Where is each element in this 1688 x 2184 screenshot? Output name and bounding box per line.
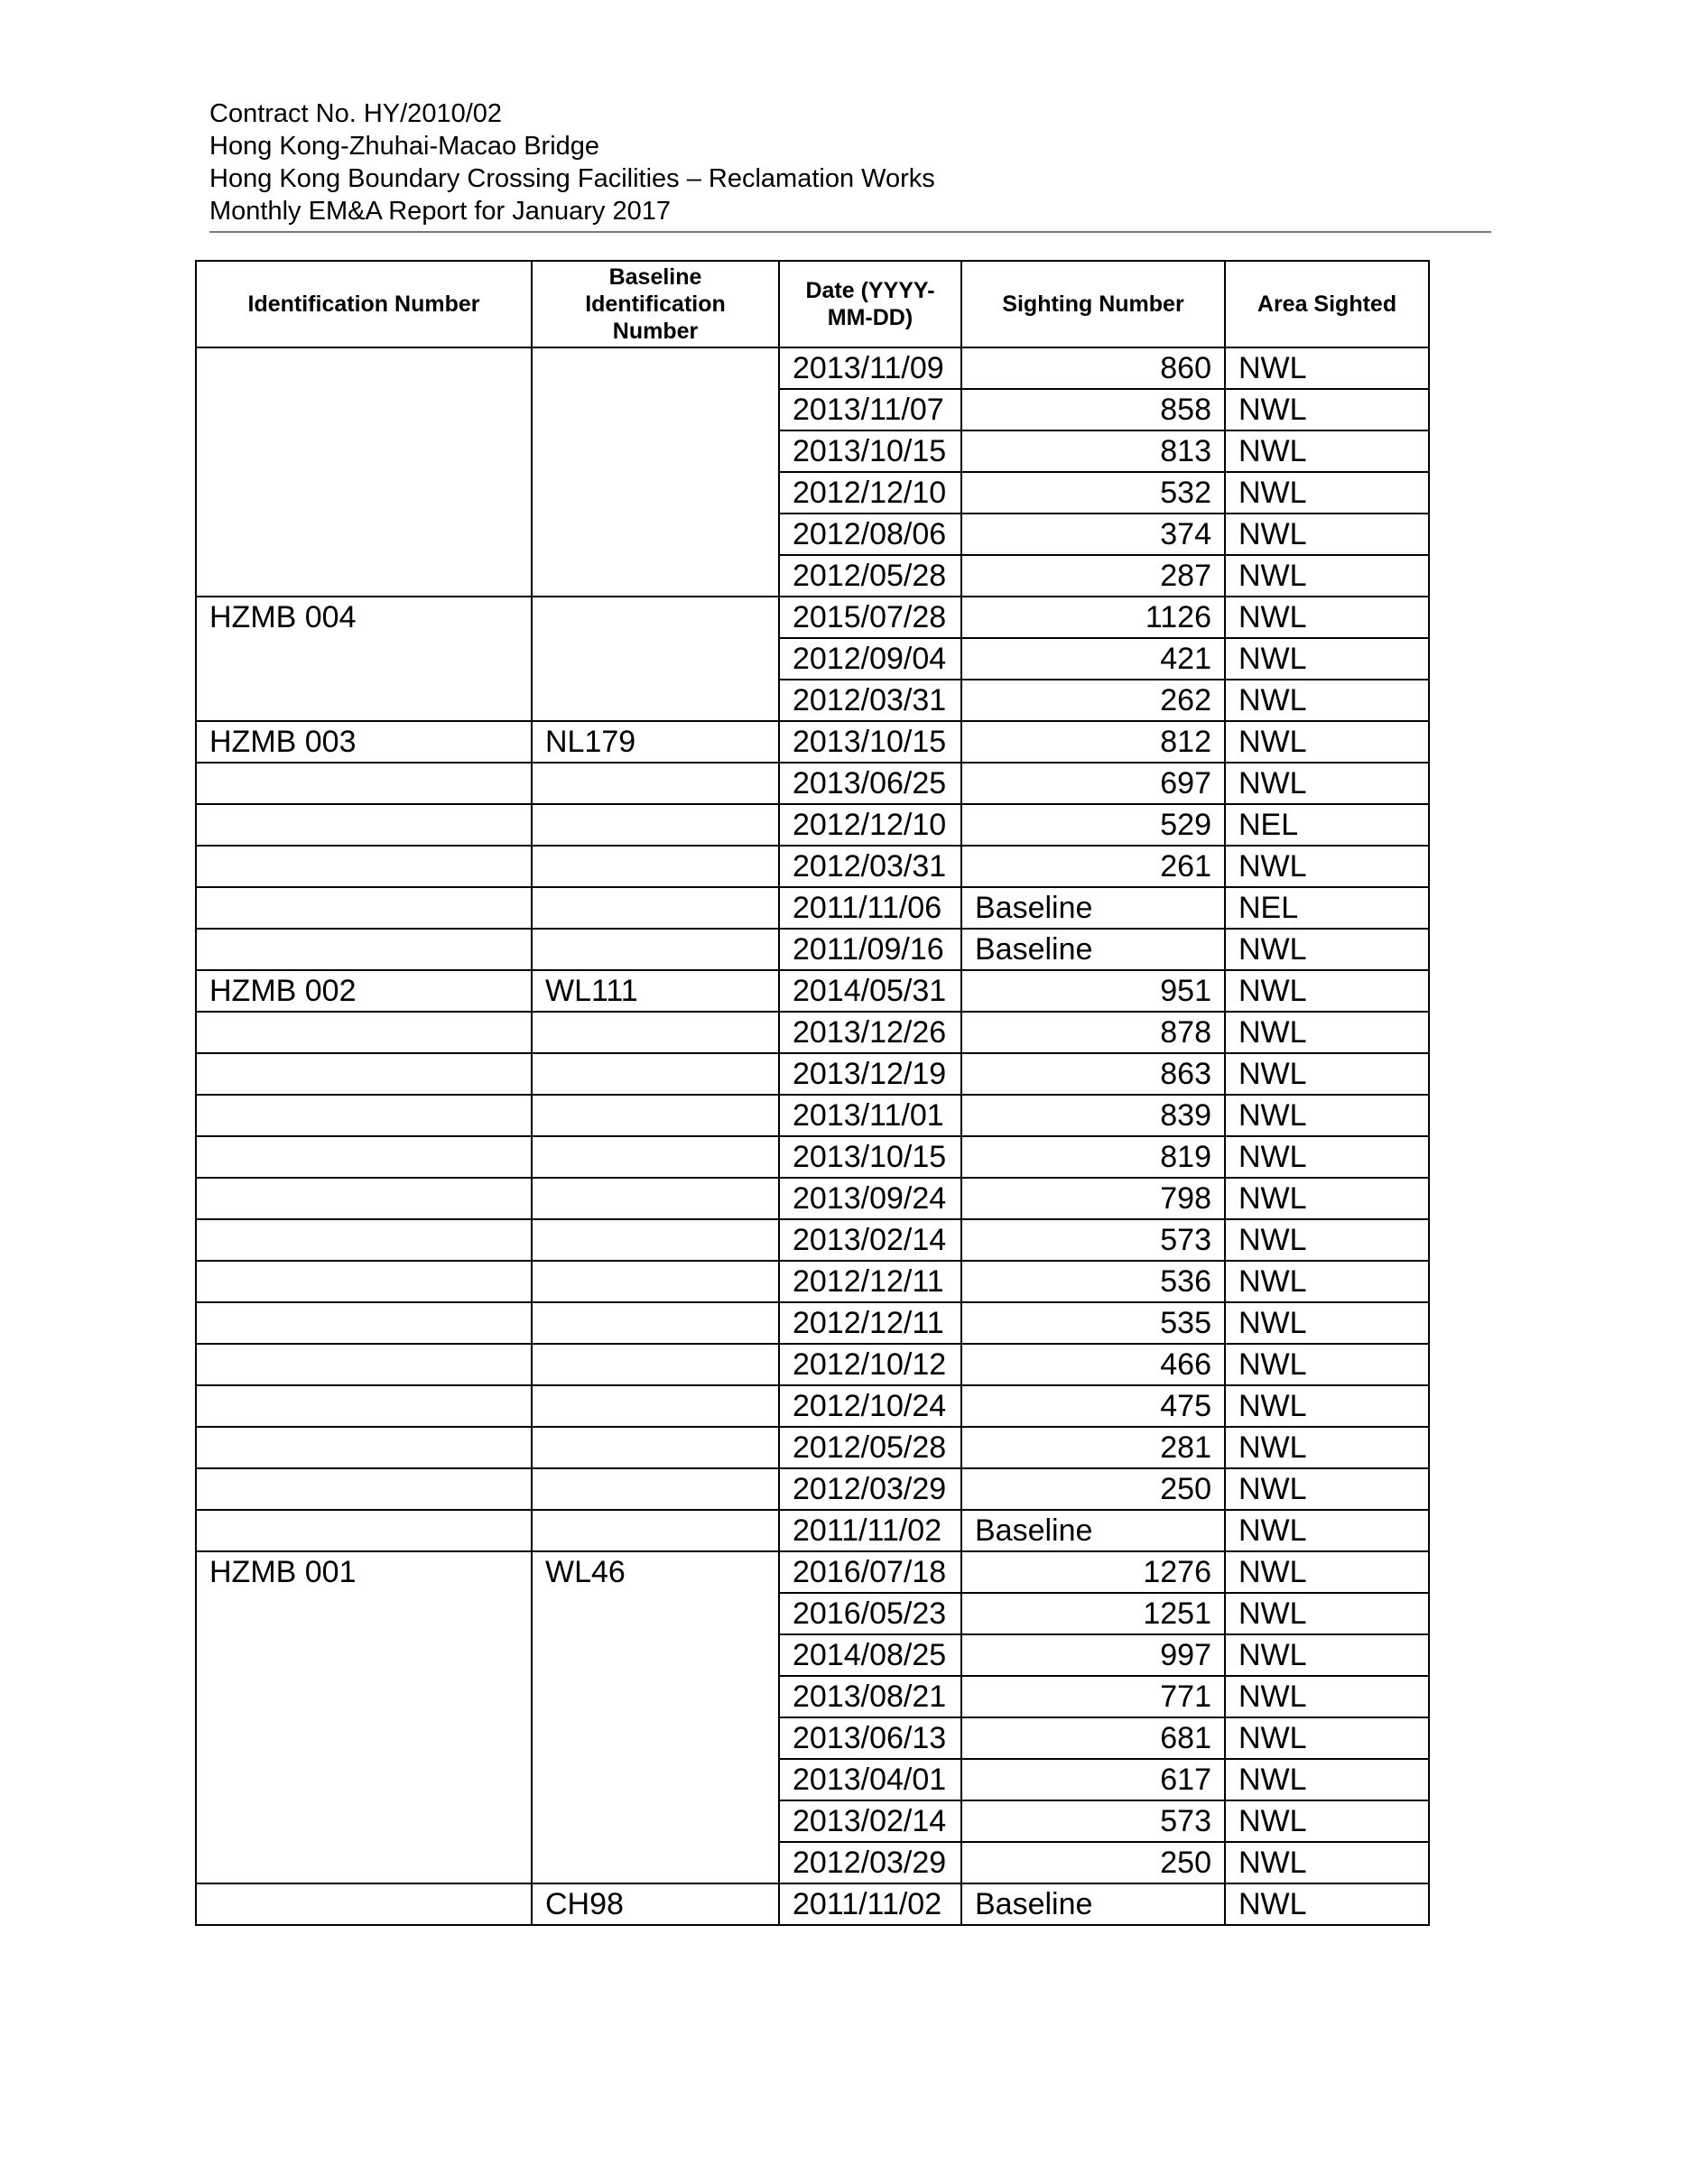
table-row (196, 1427, 1429, 1468)
date-cell: 2012/12/11 (779, 1302, 961, 1344)
baseline-identification-cell (532, 929, 779, 970)
date-cell: 2013/02/14 (779, 1800, 961, 1842)
area-sighted-cell: NWL (1225, 1344, 1429, 1385)
area-sighted-cell: NWL (1225, 597, 1429, 638)
sighting-number-cell: 860 (961, 347, 1225, 389)
date-cell: 2013/10/15 (779, 721, 961, 763)
table-body (196, 347, 1429, 1925)
area-sighted-cell: NWL (1225, 638, 1429, 680)
identification-number-cell (196, 1344, 532, 1385)
baseline-identification-cell (532, 1178, 779, 1219)
sighting-number-cell: 535 (961, 1302, 1225, 1344)
area-sighted-cell: NWL (1225, 763, 1429, 804)
area-sighted-cell: NWL (1225, 389, 1429, 430)
date-cell: 2013/10/15 (779, 430, 961, 472)
baseline-identification-cell (532, 597, 779, 721)
table-row (196, 763, 1429, 804)
table-row (196, 1012, 1429, 1053)
sighting-number-cell: 1126 (961, 597, 1225, 638)
sighting-number-cell: 529 (961, 804, 1225, 846)
area-sighted-cell: NWL (1225, 347, 1429, 389)
date-cell: 2011/09/16 (779, 929, 961, 970)
table-row (196, 1344, 1429, 1385)
identification-number-cell (196, 1261, 532, 1302)
date-cell: 2013/12/26 (779, 1012, 961, 1053)
identification-number-cell: HZMB 003 (196, 721, 532, 763)
date-cell: 2014/05/31 (779, 970, 961, 1012)
identification-number-cell (196, 1302, 532, 1344)
area-sighted-cell: NWL (1225, 1053, 1429, 1095)
baseline-identification-cell (532, 763, 779, 804)
area-sighted-cell: NWL (1225, 514, 1429, 555)
area-sighted-cell: NWL (1225, 1551, 1429, 1593)
baseline-identification-cell (532, 1468, 779, 1510)
baseline-identification-cell (532, 804, 779, 846)
sighting-number-cell: 997 (961, 1634, 1225, 1676)
sighting-number-cell: 858 (961, 389, 1225, 430)
table-row (196, 1219, 1429, 1261)
area-sighted-cell: NWL (1225, 1427, 1429, 1468)
table-row (196, 1551, 1429, 1593)
sighting-number-cell: 281 (961, 1427, 1225, 1468)
area-sighted-cell: NWL (1225, 970, 1429, 1012)
area-sighted-cell: NEL (1225, 804, 1429, 846)
sighting-number-cell: 951 (961, 970, 1225, 1012)
table-row (196, 1468, 1429, 1510)
baseline-identification-cell (532, 1302, 779, 1344)
date-cell: 2012/05/28 (779, 1427, 961, 1468)
baseline-identification-cell: WL111 (532, 970, 779, 1012)
date-cell: 2011/11/02 (779, 1510, 961, 1551)
table-row (196, 1510, 1429, 1551)
baseline-identification-cell (532, 1219, 779, 1261)
date-cell: 2013/12/19 (779, 1053, 961, 1095)
baseline-identification-cell: CH98 (532, 1883, 779, 1925)
date-cell: 2013/11/09 (779, 347, 961, 389)
date-cell: 2012/10/24 (779, 1385, 961, 1427)
sighting-number-cell: 697 (961, 763, 1225, 804)
identification-number-cell (196, 1385, 532, 1427)
baseline-identification-cell (532, 1344, 779, 1385)
date-cell: 2013/06/13 (779, 1717, 961, 1759)
table-row (196, 347, 1429, 389)
sighting-number-cell: 573 (961, 1219, 1225, 1261)
table-row (196, 1095, 1429, 1136)
sighting-number-cell: 813 (961, 430, 1225, 472)
table-row (196, 1178, 1429, 1219)
date-cell: 2012/03/29 (779, 1468, 961, 1510)
table-row (196, 804, 1429, 846)
date-cell: 2012/10/12 (779, 1344, 961, 1385)
date-cell: 2013/11/01 (779, 1095, 961, 1136)
sighting-number-cell: 819 (961, 1136, 1225, 1178)
identification-number-cell (196, 1510, 532, 1551)
date-cell: 2013/06/25 (779, 763, 961, 804)
date-cell: 2012/05/28 (779, 555, 961, 597)
sighting-number-cell: 536 (961, 1261, 1225, 1302)
date-cell: 2011/11/02 (779, 1883, 961, 1925)
area-sighted-cell: NWL (1225, 1883, 1429, 1925)
area-sighted-cell: NWL (1225, 846, 1429, 887)
identification-number-cell (196, 347, 532, 597)
area-sighted-cell: NWL (1225, 430, 1429, 472)
date-cell: 2012/09/04 (779, 638, 961, 680)
identification-number-cell (196, 1427, 532, 1468)
project-name: Hong Kong-Zhuhai-Macao Bridge (209, 132, 600, 161)
identification-number-cell (196, 1468, 532, 1510)
sighting-number-cell: 475 (961, 1385, 1225, 1427)
table-header-row (196, 261, 1429, 347)
area-sighted-cell: NWL (1225, 1178, 1429, 1219)
area-sighted-cell: NWL (1225, 1302, 1429, 1344)
date-cell: 2016/05/23 (779, 1593, 961, 1634)
table-row (196, 1136, 1429, 1178)
identification-number-cell (196, 1178, 532, 1219)
sighting-table (195, 260, 1430, 1926)
identification-number-cell (196, 1136, 532, 1178)
sighting-number-cell: Baseline (961, 887, 1225, 929)
table-row (196, 887, 1429, 929)
baseline-identification-cell (532, 1012, 779, 1053)
area-sighted-cell: NWL (1225, 1510, 1429, 1551)
area-sighted-cell: NWL (1225, 929, 1429, 970)
area-sighted-cell: NWL (1225, 1468, 1429, 1510)
date-cell: 2012/12/10 (779, 472, 961, 514)
date-cell: 2012/08/06 (779, 514, 961, 555)
sighting-number-cell: 863 (961, 1053, 1225, 1095)
area-sighted-cell: NWL (1225, 1842, 1429, 1883)
baseline-identification-cell (532, 1510, 779, 1551)
table-row (196, 1053, 1429, 1095)
report-title: Monthly EM&A Report for January 2017 (209, 197, 671, 226)
identification-number-cell: HZMB 002 (196, 970, 532, 1012)
identification-number-cell (196, 1883, 532, 1925)
date-cell: 2012/12/11 (779, 1261, 961, 1302)
sighting-number-cell: 771 (961, 1676, 1225, 1717)
date-cell: 2013/10/15 (779, 1136, 961, 1178)
identification-number-cell (196, 1053, 532, 1095)
area-sighted-cell: NWL (1225, 1136, 1429, 1178)
date-cell: 2013/09/24 (779, 1178, 961, 1219)
identification-number-cell (196, 1012, 532, 1053)
baseline-identification-cell (532, 1261, 779, 1302)
area-sighted-cell: NWL (1225, 1593, 1429, 1634)
date-cell: 2012/03/31 (779, 846, 961, 887)
page-header (209, 97, 1491, 233)
identification-number-cell (196, 929, 532, 970)
sighting-number-cell: 466 (961, 1344, 1225, 1385)
baseline-identification-cell (532, 347, 779, 597)
sighting-number-cell: 812 (961, 721, 1225, 763)
table-row (196, 970, 1429, 1012)
area-sighted-cell: NWL (1225, 1717, 1429, 1759)
sighting-number-cell: 617 (961, 1759, 1225, 1800)
baseline-identification-cell (532, 887, 779, 929)
sighting-number-cell: 573 (961, 1800, 1225, 1842)
sighting-number-cell: 250 (961, 1468, 1225, 1510)
project-subtitle: Hong Kong Boundary Crossing Facilities – Reclamation Works (209, 164, 935, 193)
column-header-area-sighted: Area Sighted (1225, 261, 1429, 347)
identification-number-cell (196, 1219, 532, 1261)
sighting-number-cell: Baseline (961, 929, 1225, 970)
date-cell: 2015/07/28 (779, 597, 961, 638)
identification-number-cell (196, 804, 532, 846)
area-sighted-cell: NWL (1225, 1676, 1429, 1717)
date-cell: 2012/03/29 (779, 1842, 961, 1883)
table-row (196, 597, 1429, 638)
sighting-number-cell: Baseline (961, 1883, 1225, 1925)
area-sighted-cell: NWL (1225, 1385, 1429, 1427)
date-cell: 2013/08/21 (779, 1676, 961, 1717)
baseline-identification-cell (532, 846, 779, 887)
date-cell: 2014/08/25 (779, 1634, 961, 1676)
area-sighted-cell: NWL (1225, 1800, 1429, 1842)
area-sighted-cell: NWL (1225, 555, 1429, 597)
table-row (196, 721, 1429, 763)
date-cell: 2013/04/01 (779, 1759, 961, 1800)
date-cell: 2012/12/10 (779, 804, 961, 846)
area-sighted-cell: NWL (1225, 1095, 1429, 1136)
area-sighted-cell: NWL (1225, 1759, 1429, 1800)
column-header-sighting-number: Sighting Number (961, 261, 1225, 347)
sighting-number-cell: 421 (961, 638, 1225, 680)
table-row (196, 929, 1429, 970)
area-sighted-cell: NWL (1225, 721, 1429, 763)
sighting-number-cell: 262 (961, 680, 1225, 721)
baseline-identification-cell: WL46 (532, 1551, 779, 1883)
sighting-number-cell: 261 (961, 846, 1225, 887)
sighting-number-cell: 798 (961, 1178, 1225, 1219)
sighting-number-cell: 1276 (961, 1551, 1225, 1593)
baseline-identification-cell (532, 1053, 779, 1095)
table-row (196, 1261, 1429, 1302)
column-header-date: Date (YYYY-MM-DD) (779, 261, 961, 347)
sighting-number-cell: 374 (961, 514, 1225, 555)
baseline-identification-cell (532, 1136, 779, 1178)
table-row (196, 1302, 1429, 1344)
sighting-number-cell: 878 (961, 1012, 1225, 1053)
area-sighted-cell: NWL (1225, 1634, 1429, 1676)
sighting-number-cell: 839 (961, 1095, 1225, 1136)
identification-number-cell (196, 887, 532, 929)
identification-number-cell: HZMB 004 (196, 597, 532, 721)
sighting-number-cell: 250 (961, 1842, 1225, 1883)
identification-number-cell (196, 763, 532, 804)
area-sighted-cell: NEL (1225, 887, 1429, 929)
date-cell: 2016/07/18 (779, 1551, 961, 1593)
sighting-number-cell: Baseline (961, 1510, 1225, 1551)
date-cell: 2011/11/06 (779, 887, 961, 929)
baseline-identification-cell (532, 1095, 779, 1136)
table-row (196, 846, 1429, 887)
column-header-baseline-identification-number: Baseline Identification Number (532, 261, 779, 347)
identification-number-cell (196, 1095, 532, 1136)
sighting-number-cell: 287 (961, 555, 1225, 597)
baseline-identification-cell (532, 1385, 779, 1427)
column-header-identification-number: Identification Number (196, 261, 532, 347)
identification-number-cell (196, 846, 532, 887)
contract-number: Contract No. HY/2010/02 (209, 99, 503, 128)
area-sighted-cell: NWL (1225, 472, 1429, 514)
identification-number-cell: HZMB 001 (196, 1551, 532, 1883)
table-row (196, 1385, 1429, 1427)
sighting-number-cell: 681 (961, 1717, 1225, 1759)
sighting-number-cell: 1251 (961, 1593, 1225, 1634)
area-sighted-cell: NWL (1225, 680, 1429, 721)
area-sighted-cell: NWL (1225, 1012, 1429, 1053)
baseline-identification-cell (532, 1427, 779, 1468)
sighting-number-cell: 532 (961, 472, 1225, 514)
table-row (196, 1883, 1429, 1925)
date-cell: 2013/02/14 (779, 1219, 961, 1261)
area-sighted-cell: NWL (1225, 1261, 1429, 1302)
area-sighted-cell: NWL (1225, 1219, 1429, 1261)
date-cell: 2013/11/07 (779, 389, 961, 430)
date-cell: 2012/03/31 (779, 680, 961, 721)
baseline-identification-cell: NL179 (532, 721, 779, 763)
